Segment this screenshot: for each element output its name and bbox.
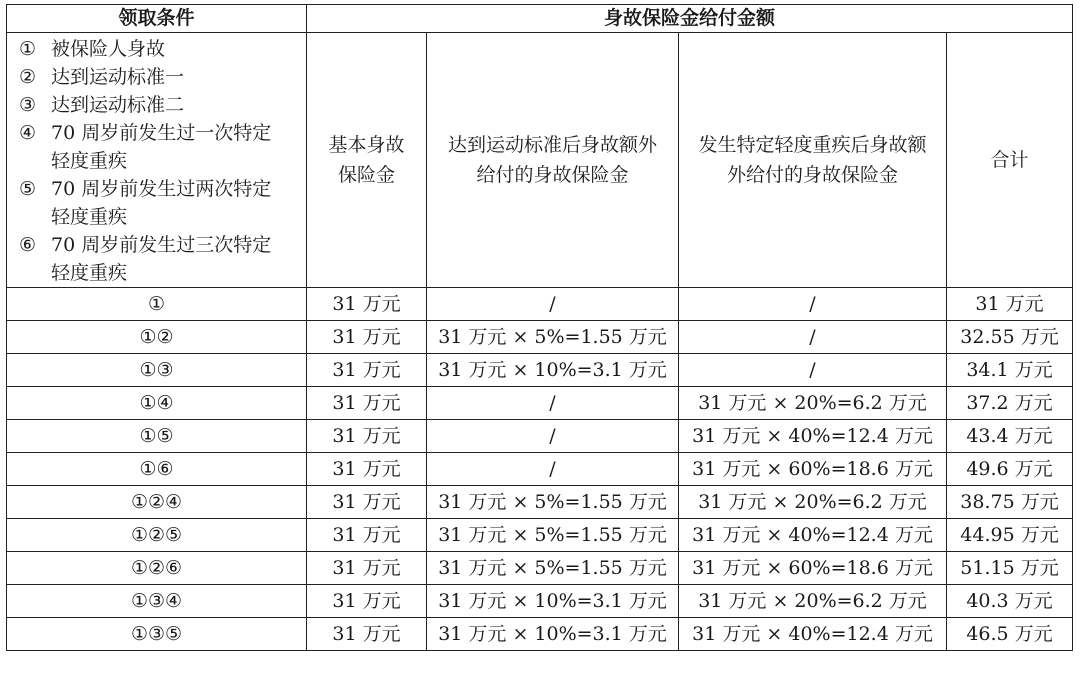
illness-benefit-cell: 31 万元 × 20%=6.2 万元 [679, 387, 947, 420]
table-row [7, 288, 1073, 321]
condition-combo-cell: ①②⑤ [7, 519, 307, 552]
basic-benefit-cell: 31 万元 [307, 288, 427, 321]
sport-benefit-cell: 31 万元 × 5%=1.55 万元 [427, 519, 679, 552]
sport-benefit-cell: 31 万元 × 5%=1.55 万元 [427, 486, 679, 519]
condition-text: 70 周岁前发生过两次特定轻度重疾 [51, 178, 272, 228]
condition-item [19, 231, 300, 287]
condition-text: 70 周岁前发生过一次特定轻度重疾 [51, 122, 272, 172]
illness-benefit-header: 发生特定轻度重疾后身故额外给付的身故保险金 [679, 33, 947, 288]
total-cell: 40.3 万元 [947, 585, 1073, 618]
condition-text: 70 周岁前发生过三次特定轻度重疾 [51, 234, 272, 284]
basic-benefit-cell: 31 万元 [307, 420, 427, 453]
illness-benefit-cell: 31 万元 × 20%=6.2 万元 [679, 486, 947, 519]
total-cell: 31 万元 [947, 288, 1073, 321]
benefit-table-container [6, 4, 1072, 651]
basic-benefit-cell: 31 万元 [307, 618, 427, 651]
total-cell: 49.6 万元 [947, 453, 1073, 486]
sport-benefit-cell: / [427, 288, 679, 321]
condition-combo-cell: ①③ [7, 354, 307, 387]
basic-benefit-cell: 31 万元 [307, 552, 427, 585]
condition-combo-cell: ①②④ [7, 486, 307, 519]
condition-item [19, 63, 300, 91]
total-cell: 46.5 万元 [947, 618, 1073, 651]
sport-benefit-cell: 31 万元 × 5%=1.55 万元 [427, 552, 679, 585]
illness-benefit-cell: 31 万元 × 40%=12.4 万元 [679, 618, 947, 651]
illness-benefit-cell: 31 万元 × 60%=18.6 万元 [679, 552, 947, 585]
condition-item [19, 175, 300, 231]
condition-combo-cell: ①③④ [7, 585, 307, 618]
condition-number: ⑤ [19, 178, 37, 200]
basic-benefit-cell: 31 万元 [307, 354, 427, 387]
illness-benefit-cell: 31 万元 × 40%=12.4 万元 [679, 519, 947, 552]
table-row [7, 585, 1073, 618]
sport-benefit-cell: / [427, 387, 679, 420]
sport-benefit-cell: 31 万元 × 10%=3.1 万元 [427, 354, 679, 387]
condition-legend [7, 33, 307, 288]
condition-number: ⑥ [19, 234, 37, 256]
condition-item [19, 119, 300, 175]
basic-benefit-cell: 31 万元 [307, 519, 427, 552]
sport-benefit-cell: / [427, 453, 679, 486]
total-cell: 38.75 万元 [947, 486, 1073, 519]
table-row [7, 618, 1073, 651]
illness-benefit-cell: 31 万元 × 40%=12.4 万元 [679, 420, 947, 453]
illness-benefit-cell: 31 万元 × 20%=6.2 万元 [679, 585, 947, 618]
table-header-row [7, 5, 1073, 33]
table-row [7, 321, 1073, 354]
table-row [7, 420, 1073, 453]
condition-combo-cell: ① [7, 288, 307, 321]
condition-number: ① [19, 38, 37, 60]
condition-combo-cell: ①⑥ [7, 453, 307, 486]
sport-benefit-cell: 31 万元 × 5%=1.55 万元 [427, 321, 679, 354]
condition-column-header: 领取条件 [7, 5, 307, 33]
condition-combo-cell: ①② [7, 321, 307, 354]
sport-benefit-header: 达到运动标准后身故额外给付的身故保险金 [427, 33, 679, 288]
sport-benefit-cell: / [427, 420, 679, 453]
condition-number: ④ [19, 122, 37, 144]
basic-benefit-cell: 31 万元 [307, 585, 427, 618]
table-row [7, 453, 1073, 486]
condition-combo-cell: ①⑤ [7, 420, 307, 453]
illness-benefit-cell: / [679, 288, 947, 321]
basic-benefit-cell: 31 万元 [307, 387, 427, 420]
illness-benefit-cell: / [679, 354, 947, 387]
table-row [7, 387, 1073, 420]
total-cell: 32.55 万元 [947, 321, 1073, 354]
condition-number: ③ [19, 94, 37, 116]
condition-text: 达到运动标准一 [51, 66, 185, 88]
table-row [7, 519, 1073, 552]
total-header: 合计 [947, 33, 1073, 288]
condition-number: ② [19, 66, 37, 88]
condition-item [19, 35, 300, 63]
total-cell: 51.15 万元 [947, 552, 1073, 585]
basic-benefit-cell: 31 万元 [307, 321, 427, 354]
illness-benefit-cell: / [679, 321, 947, 354]
illness-benefit-cell: 31 万元 × 60%=18.6 万元 [679, 453, 947, 486]
table-row [7, 486, 1073, 519]
basic-benefit-cell: 31 万元 [307, 453, 427, 486]
basic-benefit-header: 基本身故保险金 [307, 33, 427, 288]
death-benefit-table [6, 4, 1073, 651]
sport-benefit-cell: 31 万元 × 10%=3.1 万元 [427, 618, 679, 651]
benefit-column-header: 身故保险金给付金额 [307, 5, 1073, 33]
condition-combo-cell: ①③⑤ [7, 618, 307, 651]
total-cell: 37.2 万元 [947, 387, 1073, 420]
condition-combo-cell: ①④ [7, 387, 307, 420]
total-cell: 44.95 万元 [947, 519, 1073, 552]
total-cell: 34.1 万元 [947, 354, 1073, 387]
table-row [7, 552, 1073, 585]
total-cell: 43.4 万元 [947, 420, 1073, 453]
condition-text: 被保险人身故 [51, 38, 166, 60]
condition-text: 达到运动标准二 [51, 94, 185, 116]
condition-item [19, 91, 300, 119]
table-subheader-row [7, 33, 1073, 288]
basic-benefit-cell: 31 万元 [307, 486, 427, 519]
sport-benefit-cell: 31 万元 × 10%=3.1 万元 [427, 585, 679, 618]
table-row [7, 354, 1073, 387]
condition-combo-cell: ①②⑥ [7, 552, 307, 585]
